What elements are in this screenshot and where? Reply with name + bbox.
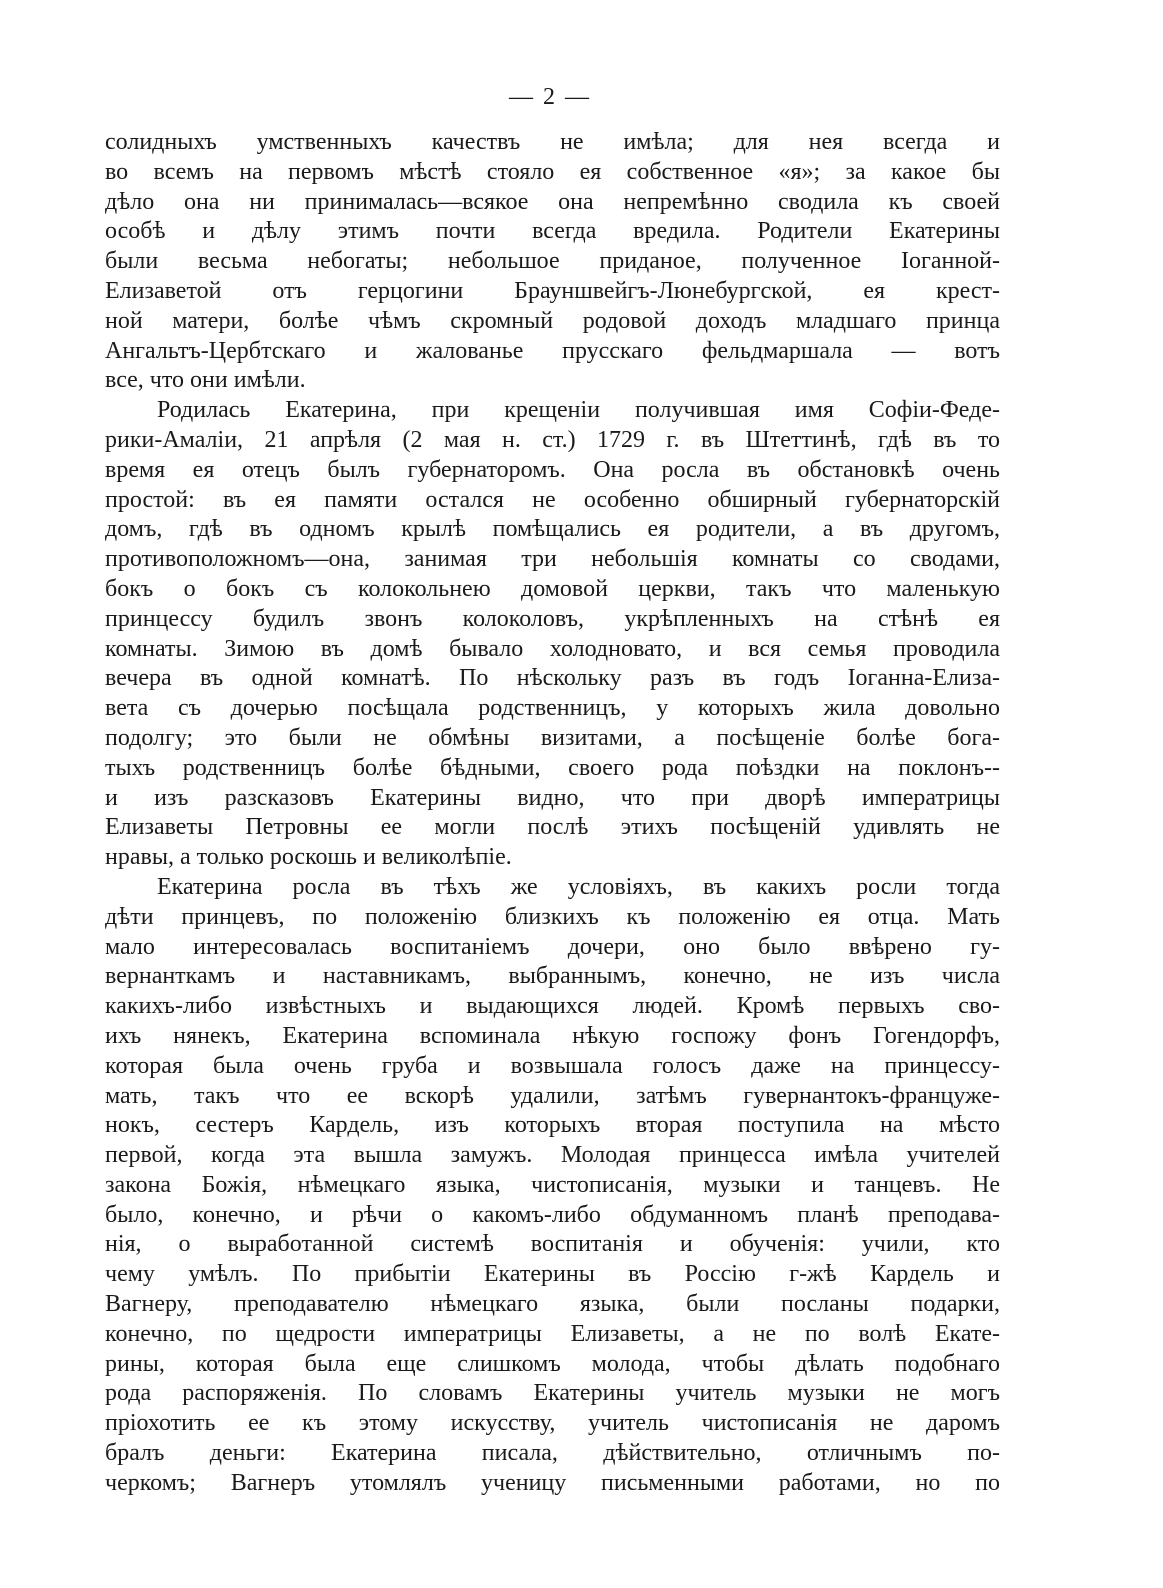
text-line: Екатерина росла въ тѣхъ же условіяхъ, въ какихъ росли тогда [157, 873, 1000, 900]
text-line: было, конечно, и рѣчи о какомъ-либо обдуманномъ планѣ преподава- [105, 1201, 1000, 1228]
text-line: комнаты. Зимою въ домѣ бывало холодновато, и вся семья проводила [105, 635, 1000, 662]
text-line: бокъ о бокъ съ колокольнею домовой церкви, такъ что маленькую [105, 575, 1000, 602]
text-line: Вагнеру, преподавателю нѣмецкаго языка, были посланы подарки, [105, 1291, 1000, 1318]
text-line: особѣ и дѣлу этимъ почти всегда вредила. Родители Екатерины [105, 218, 1000, 245]
text-line: дѣти принцевъ, по положенію близкихъ къ положенію ея отца. Мать [105, 903, 1000, 930]
paragraph [105, 873, 1000, 1499]
text-line: рики-Амаліи, 21 апрѣля (2 мая н. ст.) 1729 г. въ Штеттинѣ, гдѣ въ то [105, 426, 1000, 453]
text-line: чему умѣлъ. По прибытіи Екатерины въ Россію г-жѣ Кардель и [105, 1261, 1000, 1288]
text-line: рода распоряженія. По словамъ Екатерины учитель музыки не могъ [105, 1380, 1000, 1407]
text-line: Елизаветы Петровны ее могли послѣ этихъ посѣщеній удивлять не [105, 814, 1000, 841]
text-line: мало интересовалась воспитаніемъ дочери, оно было ввѣрено гу- [105, 933, 1000, 960]
text-line: мать, такъ что ее вскорѣ удалили, затѣмъ гувернантокъ-француже- [105, 1082, 1000, 1109]
text-line: Родилась Екатерина, при крещеніи получившая имя Софіи-Феде- [157, 397, 1000, 424]
text-line: вернанткамъ и наставникамъ, выбраннымъ, конечно, не изъ числа [105, 963, 1000, 990]
text-line: пріохотить ее къ этому искусству, учитель чистописанія не даромъ [105, 1410, 1000, 1437]
text-line: рины, которая была еще слишкомъ молода, чтобы дѣлать подобнаго [105, 1350, 1000, 1377]
text-line: во всемъ на первомъ мѣстѣ стояло ея собственное «я»; за какое бы [105, 158, 1000, 185]
text-line: бралъ деньги: Екатерина писала, дѣйствительно, отличнымъ по- [105, 1440, 1000, 1467]
paragraph [105, 396, 1000, 873]
text-line: черкомъ; Вагнеръ утомлялъ ученицу письменными работами, но по [105, 1469, 1000, 1496]
text-line: были весьма небогаты; небольшое приданое, полученное Іоганной- [105, 248, 1000, 275]
text-line: тыхъ родственницъ болѣе бѣдными, своего рода поѣздки на поклонъ-- [105, 754, 1000, 781]
text-line: нравы, а только роскошь и великолѣпіе. [105, 844, 512, 871]
text-line: конечно, по щедрости императрицы Елизаветы, а не по волѣ Екате- [105, 1320, 1000, 1347]
text-line: вета съ дочерью посѣщала родственницъ, у которыхъ жила довольно [105, 695, 1000, 722]
text-line: нія, о выработанной системѣ воспитанія и обученія: учили, кто [105, 1231, 1000, 1258]
text-line: время ея отецъ былъ губернаторомъ. Она росла въ обстановкѣ очень [105, 456, 1000, 483]
text-line: какихъ-либо извѣстныхъ и выдающихся людей. Кромѣ первыхъ сво- [105, 993, 1000, 1020]
text-line: которая была очень груба и возвышала голосъ даже на принцессу- [105, 1052, 1000, 1079]
paragraph [105, 128, 1000, 396]
text-line: противоположномъ—она, занимая три небольшія комнаты со сводами, [105, 546, 1000, 573]
text-line: вечера въ одной комнатѣ. По нѣскольку разъ въ годъ Іоганна-Елиза- [105, 665, 1000, 692]
text-line: Елизаветой отъ герцогини Брауншвейгъ-Люнебургской, ея крест- [105, 277, 1000, 304]
text-line: простой: въ ея памяти остался не особенно обширный губернаторскій [105, 486, 1000, 513]
text-line: Ангальтъ-Цербтскаго и жалованье прусскаго фельдмаршала — вотъ [105, 337, 1000, 364]
body-text [105, 128, 1000, 1499]
text-line: все, что они имѣли. [105, 367, 306, 394]
text-line: подолгу; это были не обмѣны визитами, а посѣщеніе болѣе бога- [105, 724, 1000, 751]
text-line: первой, когда эта вышла замужъ. Молодая принцесса имѣла учителей [105, 1142, 1000, 1169]
text-line: дѣло она ни принималась—всякое она непремѣнно сводила къ своей [105, 188, 1000, 215]
text-line: солидныхъ умственныхъ качествъ не имѣла; для нея всегда и [105, 129, 1000, 155]
text-line: закона Божія, нѣмецкаго языка, чистописанія, музыки и танцевъ. Не [105, 1171, 1000, 1198]
text-line: нокъ, сестеръ Кардель, изъ которыхъ вторая поступила на мѣсто [105, 1112, 1000, 1139]
text-line: ихъ нянекъ, Екатерина вспоминала нѣкую госпожу фонъ Гогендорфъ, [105, 1022, 1000, 1049]
page-number: — 2 — [509, 84, 591, 110]
text-line: и изъ разсказовъ Екатерины видно, что при дворѣ императрицы [105, 784, 1000, 811]
text-line: принцессу будилъ звонъ колоколовъ, укрѣпленныхъ на стѣнѣ ея [105, 605, 1000, 632]
text-line: ной матери, болѣе чѣмъ скромный родовой доходъ младшаго принца [105, 307, 1000, 334]
text-line: домъ, гдѣ въ одномъ крылѣ помѣщались ея родители, а въ другомъ, [105, 516, 1000, 543]
